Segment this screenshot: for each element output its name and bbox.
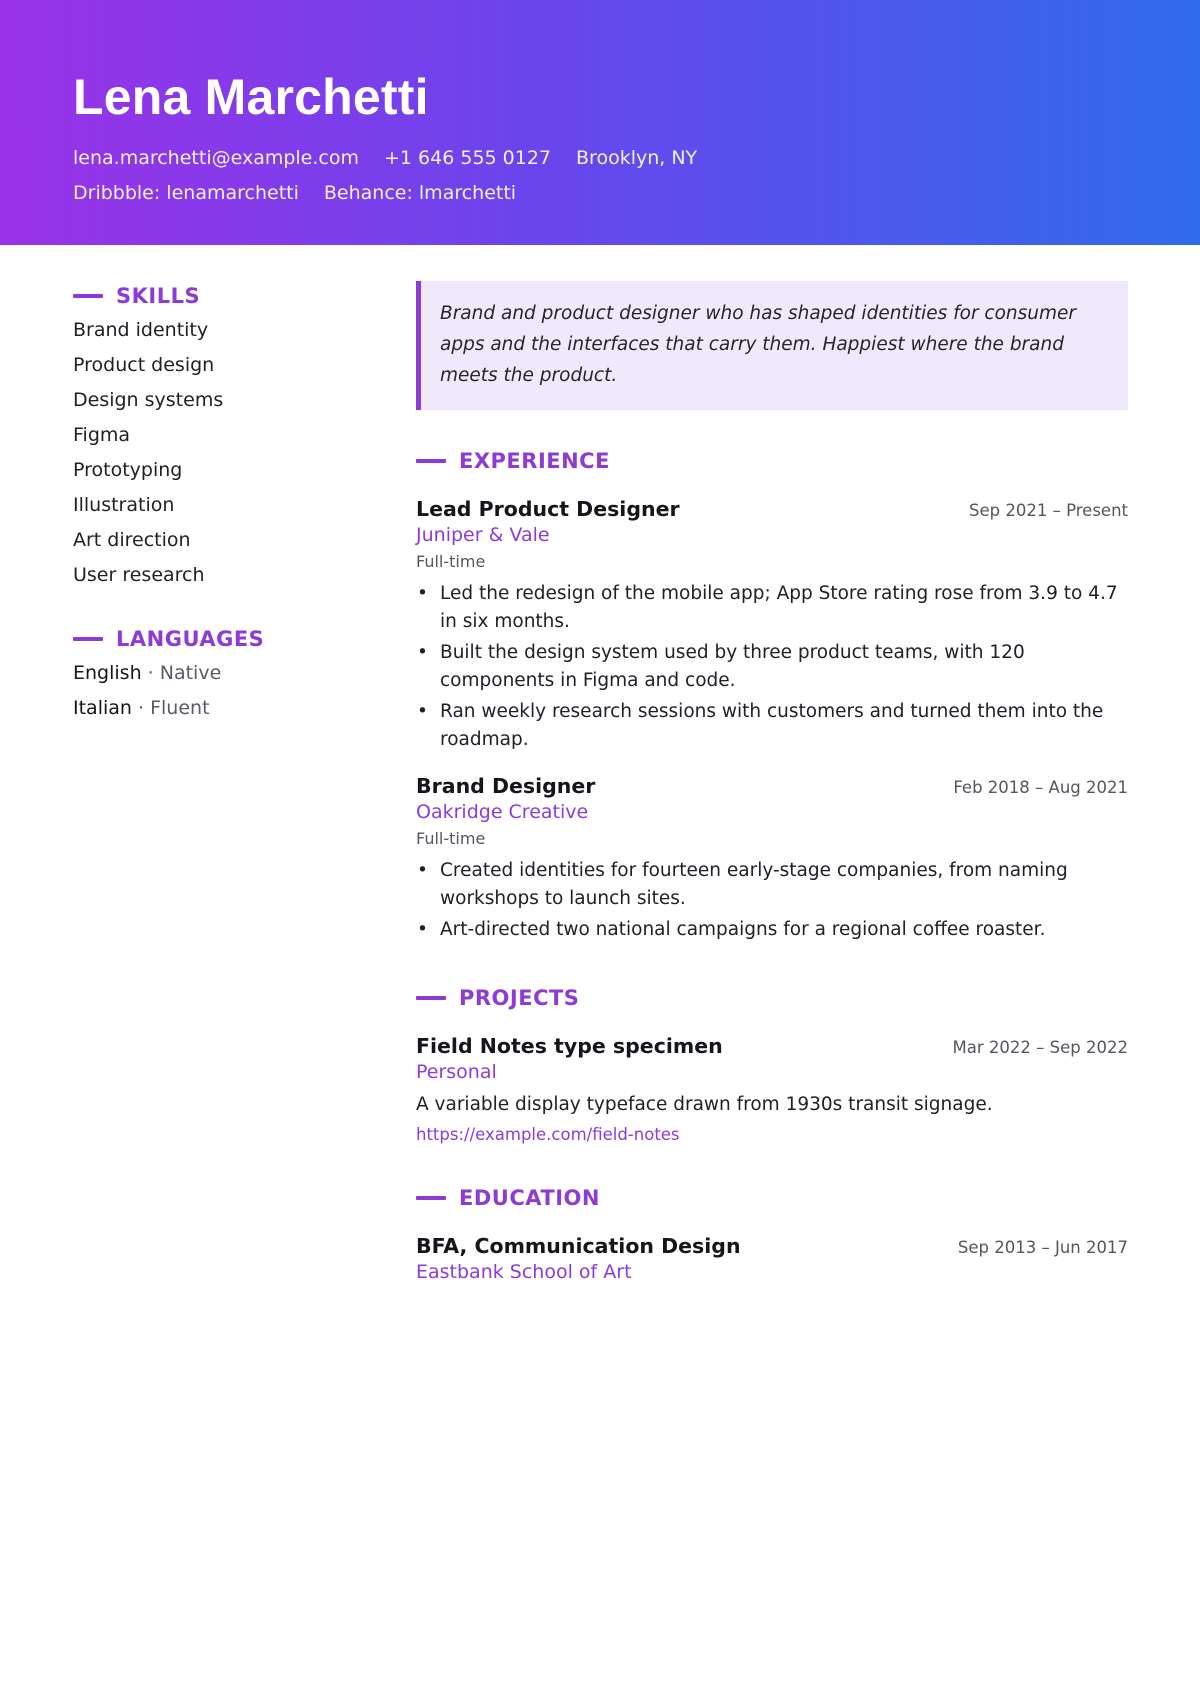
candidate-name: Lena Marchetti [73, 69, 429, 125]
location: Brooklyn, NY [576, 147, 698, 169]
skill-item: Prototyping [73, 459, 183, 481]
languages-title: LANGUAGES [116, 627, 265, 651]
school-name: Eastbank School of Art [416, 1261, 632, 1283]
main-column [416, 281, 1128, 1283]
bullet-item: • Art-directed two national campaigns for a regional coffee roaster. [416, 916, 1128, 944]
project-link[interactable]: https://example.com/field-notes [416, 1125, 680, 1144]
experience-heading [416, 447, 1128, 475]
language-separator: · [138, 697, 151, 719]
job-dates: Sep 2021 – Present [969, 501, 1128, 520]
project-header [416, 1034, 1128, 1058]
dribbble-link[interactable]: Dribbble: lenamarchetti [73, 182, 299, 204]
language-item [73, 657, 373, 692]
profile-summary: Brand and product designer who has shaped identities for consumer apps and the interfaces that carry them. Happiest where the brand meets the product. [416, 281, 1128, 410]
bullet-item: • Ran weekly research sessions with customers and turned them into the roadmap. [416, 698, 1128, 754]
education-entry [416, 1234, 1128, 1283]
skills-list [73, 315, 373, 595]
language-separator: · [147, 662, 160, 684]
job-company: Oakridge Creative [416, 801, 589, 823]
skill-item: Product design [73, 354, 215, 376]
job-bullets [416, 857, 1128, 944]
skill-item: Brand identity [73, 319, 209, 341]
education-header [416, 1234, 1128, 1258]
languages-heading [73, 625, 373, 653]
skill-item: Illustration [73, 494, 175, 516]
job-dates: Feb 2018 – Aug 2021 [953, 778, 1128, 797]
job-header [416, 497, 1128, 521]
language-level: Native [159, 662, 222, 684]
heading-accent-bar [416, 459, 446, 463]
job-entry [416, 497, 1128, 754]
heading-accent-bar [416, 996, 446, 1000]
project-context: Personal [416, 1061, 497, 1083]
job-header [416, 774, 1128, 798]
languages-list [73, 657, 373, 727]
bullet-item: • Created identities for fourteen early-stage companies, from naming workshops to launch sites. [416, 857, 1128, 913]
experience-section [416, 447, 1128, 944]
project-dates: Mar 2022 – Sep 2022 [952, 1038, 1128, 1057]
language-name: English [73, 662, 142, 684]
language-item [73, 692, 373, 727]
education-dates: Sep 2013 – Jun 2017 [957, 1238, 1128, 1257]
job-title: Brand Designer [416, 774, 596, 798]
sidebar [73, 282, 373, 727]
behance-link[interactable]: Behance: lmarchetti [323, 182, 517, 204]
education-section [416, 1184, 1128, 1283]
skills-heading [73, 282, 373, 310]
skill-item: Art direction [73, 529, 191, 551]
heading-accent-bar [416, 1196, 446, 1200]
degree-title: BFA, Communication Design [416, 1234, 741, 1258]
education-title: EDUCATION [459, 1186, 600, 1210]
skills-title: SKILLS [116, 284, 201, 308]
job-bullets [416, 580, 1128, 754]
experience-title: EXPERIENCE [459, 449, 610, 473]
language-name: Italian [73, 697, 132, 719]
resume-header [0, 0, 1200, 245]
bullet-item: • Led the redesign of the mobile app; App Store rating rose from 3.9 to 4.7 in six months. [416, 580, 1128, 636]
language-level: Fluent [150, 697, 210, 719]
skill-item: User research [73, 564, 205, 586]
job-company: Juniper & Vale [416, 524, 550, 546]
projects-heading [416, 984, 1128, 1012]
heading-accent-bar [73, 637, 103, 641]
projects-section [416, 984, 1128, 1144]
projects-title: PROJECTS [459, 986, 580, 1010]
job-type: Full-time [416, 829, 486, 848]
job-entry [416, 774, 1128, 944]
skill-item: Design systems [73, 389, 224, 411]
project-description: A variable display typeface drawn from 1930s transit signage. [416, 1094, 993, 1115]
education-heading [416, 1184, 1128, 1212]
heading-accent-bar [73, 294, 103, 298]
job-type: Full-time [416, 552, 486, 571]
skill-item: Figma [73, 424, 131, 446]
contact-row-primary [73, 147, 697, 169]
project-title: Field Notes type specimen [416, 1034, 723, 1058]
contact-row-social [73, 182, 516, 204]
bullet-item: • Built the design system used by three product teams, with 120 components in Figma and code. [416, 639, 1128, 695]
job-title: Lead Product Designer [416, 497, 680, 521]
languages-section [73, 625, 373, 727]
phone-number: +1 646 555 0127 [384, 147, 552, 169]
project-entry [416, 1034, 1128, 1144]
email-link[interactable]: lena.marchetti@example.com [73, 147, 359, 169]
